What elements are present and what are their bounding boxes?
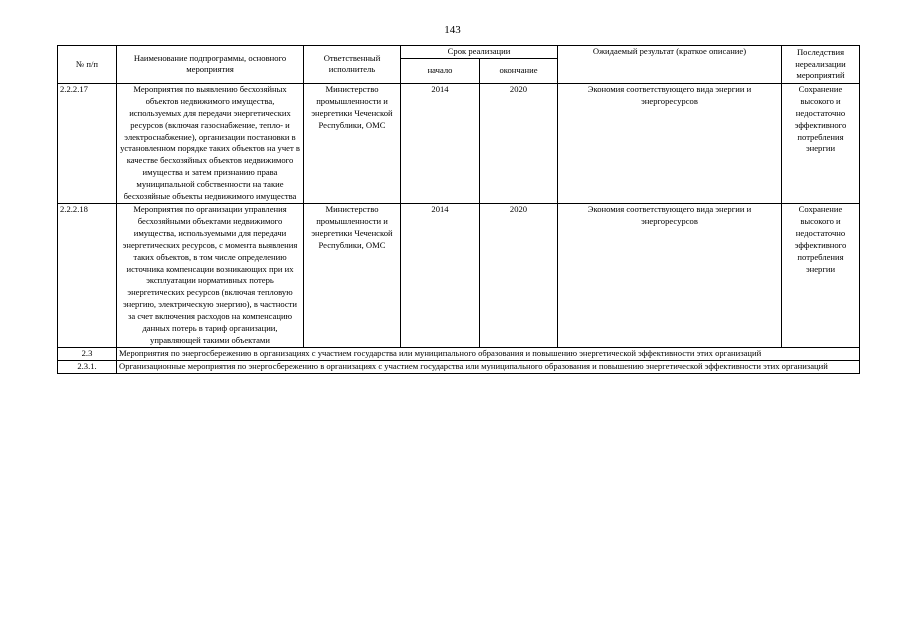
page-number: 143 [444, 24, 461, 36]
row-consequences: Сохранение высокого и недостаточно эффективного потребления энергии [782, 203, 860, 347]
measures-table [57, 45, 860, 374]
row-num: 2.2.2.18 [58, 203, 117, 347]
header-consequences: Последствия нереализации мероприятий [782, 46, 860, 84]
row-consequences: Сохранение высокого и недостаточно эффективного потребления энергии [782, 83, 860, 203]
row-result: Экономия соответствующего вида энергии и энергоресурсов [558, 83, 782, 203]
header-start: начало [401, 58, 480, 83]
row-executor: Министерство промышленности и энергетики Чеченской Республики, ОМС [304, 83, 401, 203]
row-end: 2020 [480, 203, 558, 347]
section-num: 2.3.1. [58, 360, 117, 373]
section-text: Мероприятия по энергосбережению в организациях с участием государства или муниципального образования и повышению энергетической эффективности этих организаций [117, 347, 860, 360]
header-num: № п/п [58, 46, 117, 84]
section-num: 2.3 [58, 347, 117, 360]
header-period: Срок реализации [401, 46, 558, 59]
header-end: окончание [480, 58, 558, 83]
header-result: Ожидаемый результат (краткое описание) [558, 46, 782, 84]
row-start: 2014 [401, 203, 480, 347]
header-name: Наименование подпрограммы, основного мероприятия [117, 46, 304, 84]
row-start: 2014 [401, 83, 480, 203]
header-executor: Ответственный исполнитель [304, 46, 401, 84]
header-row [58, 46, 860, 59]
row-num: 2.2.2.17 [58, 83, 117, 203]
section-text: Организационные мероприятия по энергосбережению в организациях с участием государства или муниципального образования и повышению энергетической эффективности этих организаций [117, 360, 860, 373]
row-name: Мероприятия по организации управления бесхозяйными объектами недвижимого имущества, используемыми для передачи энергетических ресурсов, с момента выявления таких объектов, в том числе определению источника компенсации возникающих при их эксплуатации нормативных потерь энергетических ресурсов (включая тепловую энергию, электрическую энергию), в частности за счет включения расходов на компенсацию данных потерь в тариф организации, управляющей такими объектами [117, 203, 304, 347]
row-executor: Министерство промышленности и энергетики Чеченской Республики, ОМС [304, 203, 401, 347]
row-end: 2020 [480, 83, 558, 203]
table-row [58, 83, 860, 203]
row-name: Мероприятия по выявлению бесхозяйных объектов недвижимого имущества, используемых для передачи энергетических ресурсов (включая газоснабжение, тепло- и электроснабжение), организации постановки в установленном порядке таких объектов на учет в качестве бесхозяйных объектов недвижимого имущества и затем признанию права муниципальной собственности на такие бесхозяйные объекты недвижимого имущества [117, 83, 304, 203]
table-row [58, 203, 860, 347]
section-row [58, 360, 860, 373]
section-row [58, 347, 860, 360]
row-result: Экономия соответствующего вида энергии и энергоресурсов [558, 203, 782, 347]
